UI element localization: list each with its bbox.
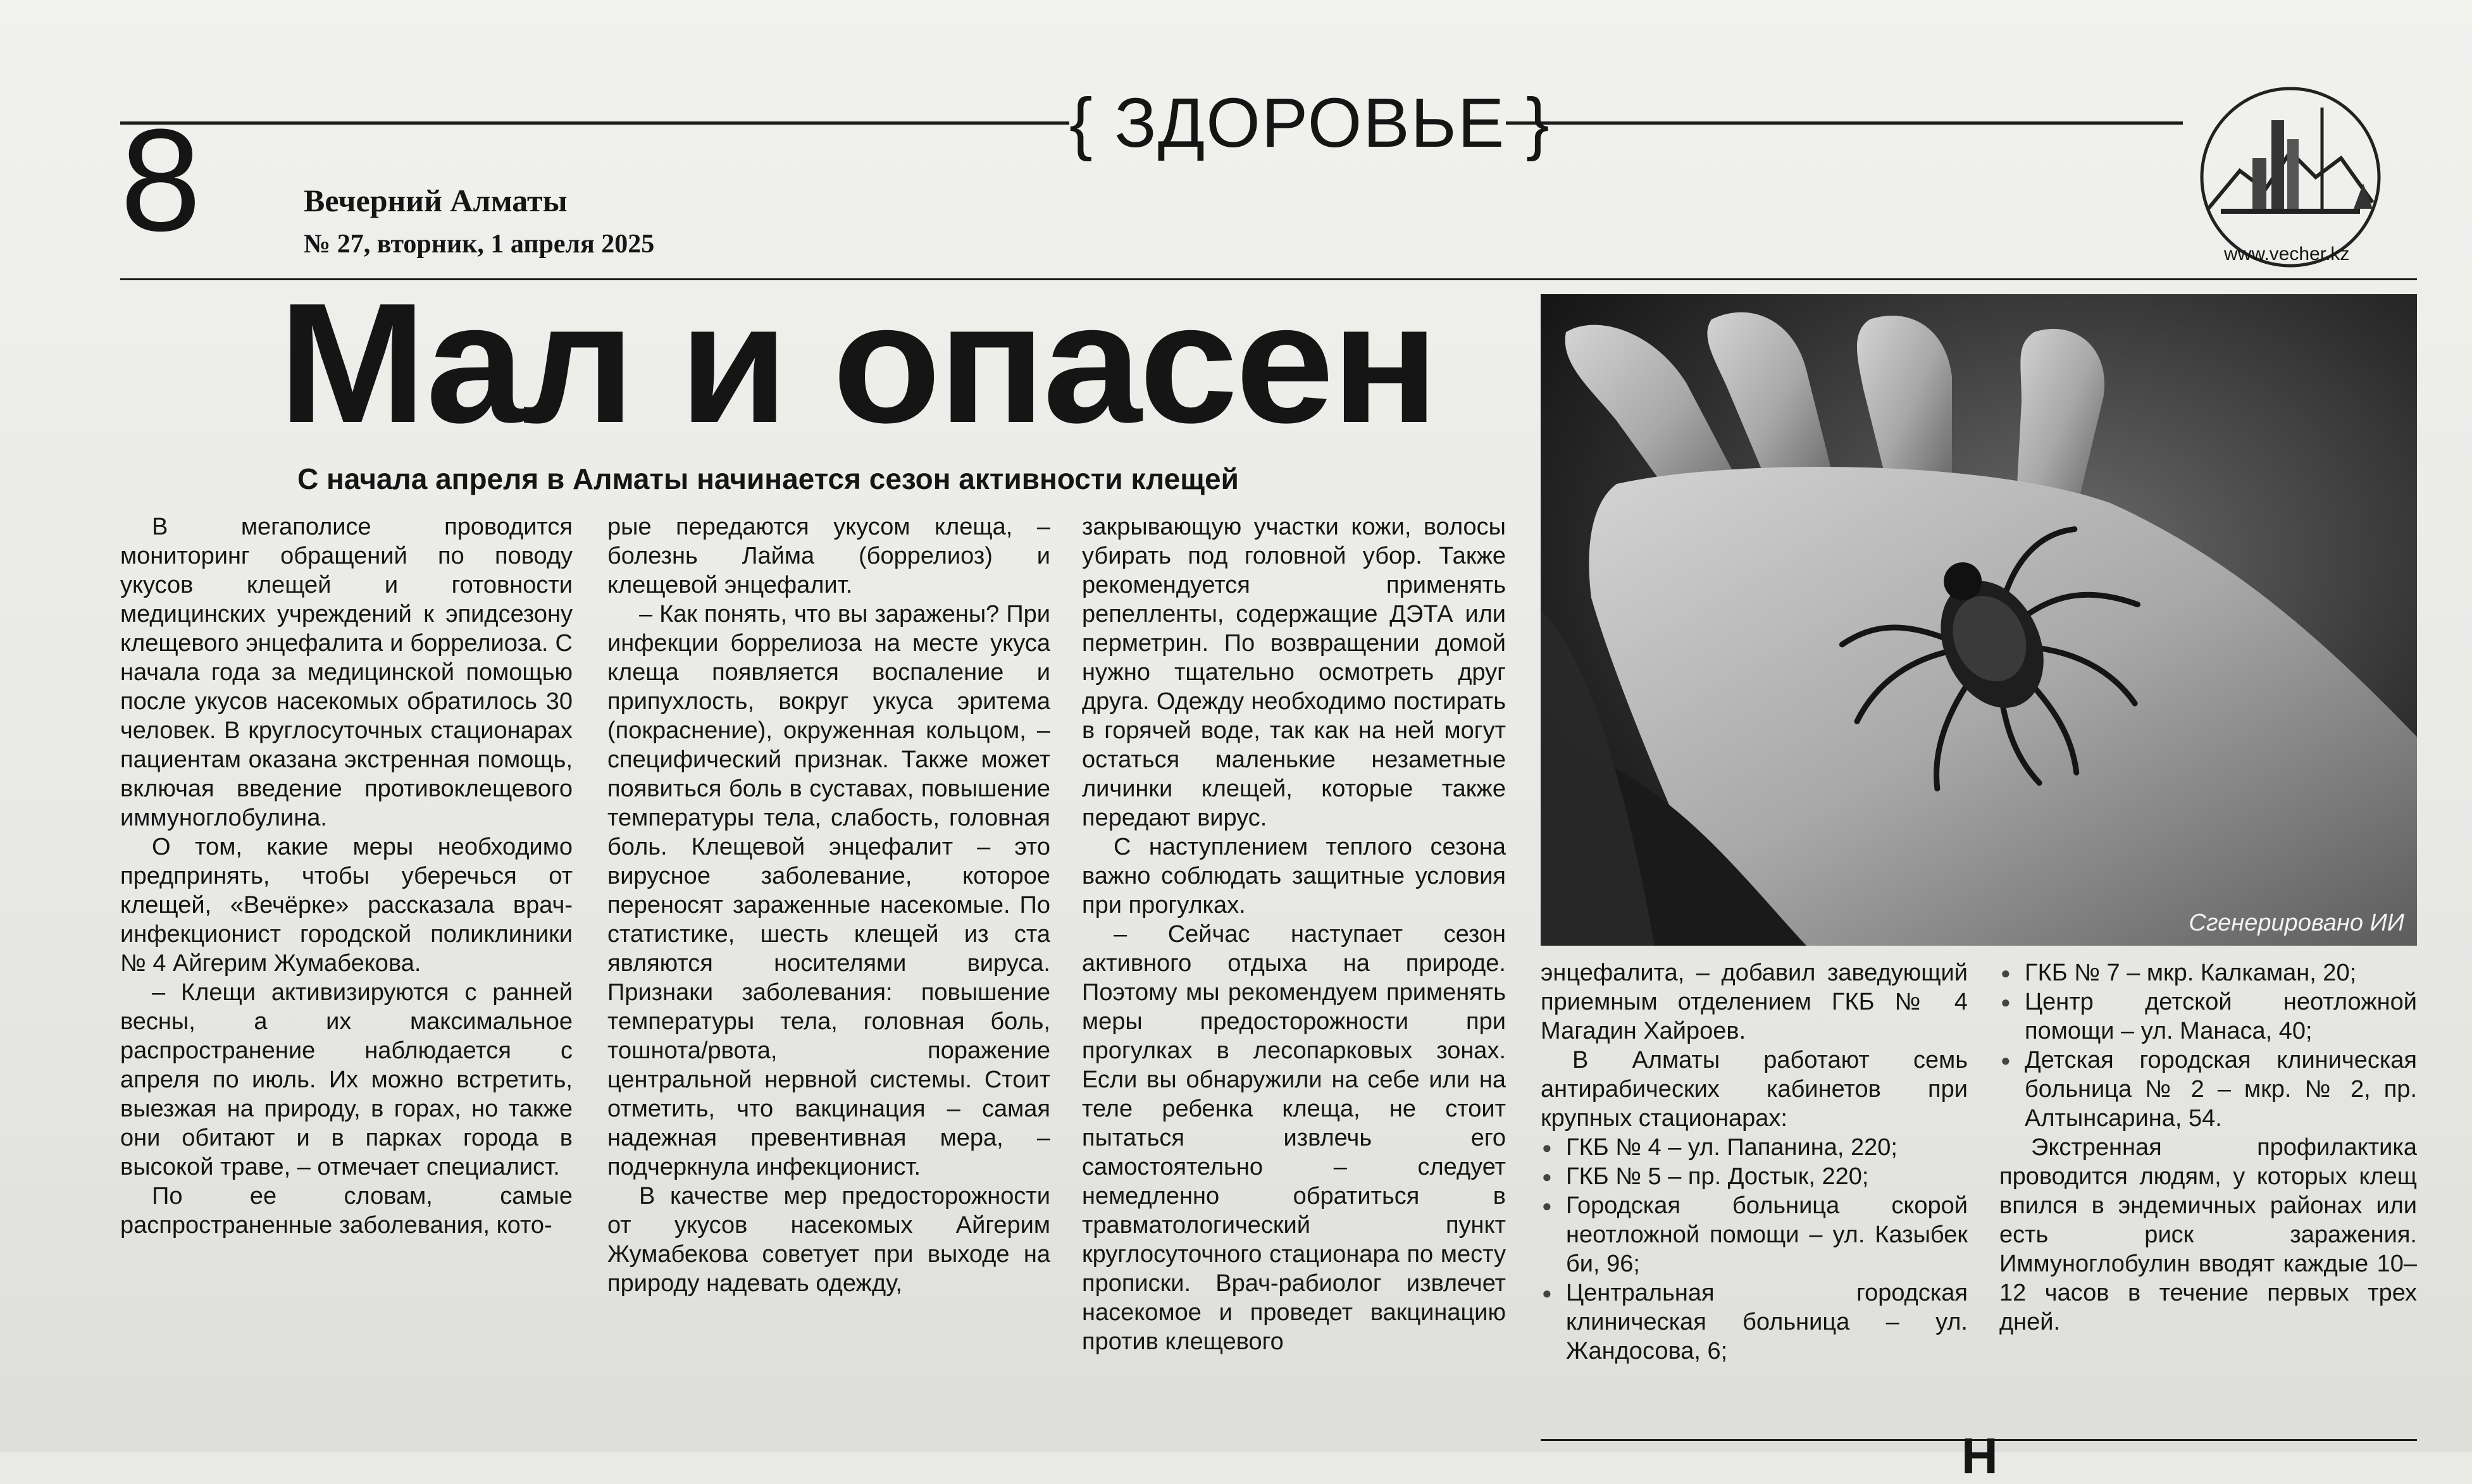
paragraph: О том, какие меры необходимо предпринять, чтобы уберечься от клещей, «Вечёрке» рассказала врач-инфекционист городской поликлиники № 4 Айгерим Жумабекова. (120, 834, 573, 977)
list-item: ● Городская больница скорой неотложной помощи – ул. Казыбек би, 96; (1566, 1191, 1968, 1278)
list-item: ● ГКБ № 5 – пр. Достык, 220; (1566, 1162, 1968, 1191)
list-item: ● ГКБ № 7 – мкр. Калкаман, 20; (2025, 958, 2417, 987)
list-item: ● Центр детской неотложной помощи – ул. Манаса, 40; (2025, 987, 2417, 1046)
paragraph: энцефалита, – добавил заведующий приемным отделением ГКБ № 4 Магадин Хайроев. (1541, 960, 1968, 1044)
header-rule-top-left (120, 121, 1069, 125)
issue-line: № 27, вторник, 1 апреля 2025 (304, 230, 655, 259)
article-subhead: С начала апреля в Алматы начинается сезон активности клещей (297, 462, 1239, 495)
next-page-fragment: Н (1961, 1428, 1998, 1484)
paragraph: В Алматы работают семь антирабических кабинетов при крупных стационарах: (1541, 1047, 1968, 1132)
list-item: ● Центральная городская клиническая больница – ул. Жандосова, 6; (1566, 1278, 1968, 1366)
article-photo (1541, 294, 2417, 946)
paragraph: – Как понять, что вы заражены? При инфекции боррелиоза на месте укуса клеща появляется воспаление и припухлость, вокруг укуса эритема (покраснение), окруженная кольцом, – специфический признак. Также может появиться боль в суставах, повышение температуры тела, слабость, головная боль. Клещевой энцефалит – это вирусное заболевание, которое переносят зараженные насекомые. По статистике, шесть клещей из ста являются носителями вируса. Признаки заболевания: повышение температуры тела, головная боль, тошнота/рвота, поражение центральной нервной системы. Стоит отметить, что вакцинация – самая надежная превентивная мера, – подчеркнула инфекционист. (607, 601, 1050, 1180)
paragraph: По ее словам, самые распространенные заболевания, кото- (120, 1183, 573, 1239)
article-column-4 (1541, 958, 1968, 1366)
article-column-1 (120, 512, 573, 1240)
article-column-2 (607, 512, 1050, 1298)
website-label: www.vecher.kz (2224, 244, 2350, 264)
article-headline: Мал и опасен (278, 268, 1436, 459)
list-item: ● ГКБ № 4 – ул. Папанина, 220; (1566, 1133, 1968, 1162)
paragraph: С наступлением теплого сезона важно соблюдать защитные условия при прогулках. (1082, 834, 1506, 918)
paragraph: рые передаются укусом клеща, – болезнь Лайма (боррелиоз) и клещевой энцефалит. (607, 514, 1050, 598)
hand-with-tick-illustration (1541, 294, 2417, 946)
photo-caption: Сгенерировано ИИ (2189, 910, 2404, 936)
clinic-list (1999, 958, 2417, 1133)
page-number: 8 (120, 99, 198, 261)
paragraph: В мегаполисе проводится мониторинг обращений по поводу укусов клещей и готовности медицинских учреждений к эпидсезону клещевого энцефалита и боррелиоза. С начала года за медицинской помощью после укусов насекомых обратилось 30 человек. В круглосуточных стационарах пациентам оказана экстренная помощь, включая введение противоклещевого иммуноглобулина. (120, 514, 573, 831)
paragraph: – Сейчас наступает сезон активного отдыха на природе. Поэтому мы рекомендуем применять меры предосторожности при прогулках в лесопарковых зонах. Если вы обнаружили на себе или на теле ребенка клеща, не стоит пытаться извлечь его самостоятельно – следует немедленно обратиться в травматологический пункт круглосуточного стационара по месту прописки. Врач-рабиолог извлечет насекомое и проведет вакцинацию против клещевого (1082, 921, 1506, 1355)
paragraph: – Клещи активизируются с ранней весны, а их максимальное распространение наблюдается с апреля по июль. Их можно встретить, выезжая на природу, в горах, но также они обитают и в парках города в высокой траве, – отмечает специалист. (120, 979, 573, 1180)
paragraph: В качестве мер предосторожности от укусов насекомых Айгерим Жумабекова советует при выходе на природу надевать одежду, (607, 1183, 1050, 1297)
header-rule-top-right (1506, 121, 2183, 125)
clinic-list (1541, 1133, 1968, 1366)
newspaper-name: Вечерний Алматы (304, 183, 568, 218)
article-column-3 (1082, 512, 1506, 1356)
section-rubric: { ЗДОРОВЬЕ } (1069, 84, 1551, 162)
list-item: ● Детская городская клиническая больница № 2 – мкр. № 2, пр. Алтынсарина, 54. (2025, 1046, 2417, 1133)
paragraph: Экстренная профилактика проводится людям, у которых клещ впился в эндемичных районах или есть риск заражения. Иммуноглобулин вводят каждые 10–12 часов в течение первых трех дней. (1999, 1134, 2417, 1335)
paragraph: закрывающую участки кожи, волосы убирать под головной убор. Также рекомендуется применять репелленты, содержащие ДЭТА или перметрин. По возвращении домой нужно тщательно осмотреть друг друга. Одежду необходимо постирать в горячей воде, так как на ней могут остаться маленькие незаметные личинки клещей, которые также передают вирус. (1082, 514, 1506, 831)
article-column-5 (1999, 958, 2417, 1337)
